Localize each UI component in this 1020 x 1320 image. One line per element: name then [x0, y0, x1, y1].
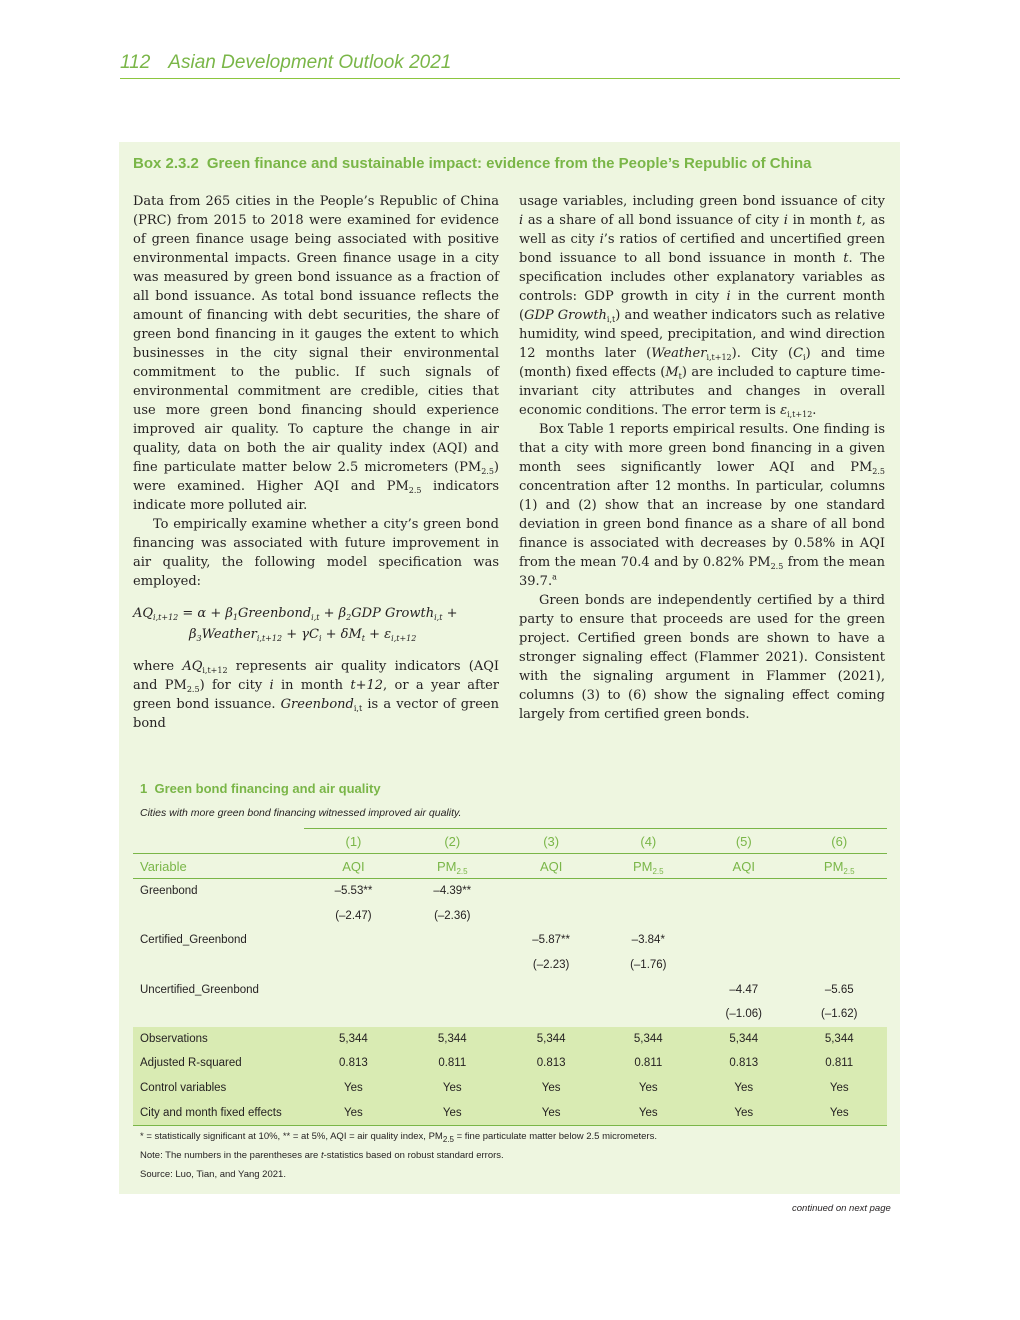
row-label: [133, 1002, 304, 1027]
table-cell: [403, 953, 502, 978]
box-number: Box 2.3.2: [133, 155, 199, 172]
row-label: City and month fixed effects: [133, 1100, 304, 1125]
table-cell: [696, 953, 791, 978]
table-cell: [601, 879, 696, 904]
table-cell: 5,344: [403, 1027, 502, 1052]
page-number: 112: [120, 52, 151, 73]
row-label: Adjusted R-squared: [133, 1051, 304, 1076]
header-row: [133, 854, 887, 879]
row-label: Observations: [133, 1027, 304, 1052]
col-number: (5): [696, 829, 791, 854]
col-number: (1): [304, 829, 403, 854]
table-cell: Yes: [304, 1076, 403, 1101]
table-cell: 5,344: [791, 1027, 887, 1052]
running-head: [120, 52, 900, 79]
col-header: AQI: [502, 854, 601, 879]
col-number: (6): [791, 829, 887, 854]
table-cell: Yes: [304, 1100, 403, 1125]
col-number: (3): [502, 829, 601, 854]
table-cell: Yes: [696, 1100, 791, 1125]
col-header: $PM_{2.5}$: [601, 854, 696, 879]
table-cell: [791, 904, 887, 929]
table-cell: (–2.47): [335, 909, 372, 922]
table-cell: Yes: [403, 1076, 502, 1101]
variable-header: Variable: [133, 854, 304, 879]
table-cell: [502, 879, 601, 904]
row-label: [133, 904, 304, 929]
table-cell: (–1.76): [630, 959, 667, 972]
col-header: AQI: [696, 854, 791, 879]
table-cell: Yes: [601, 1076, 696, 1101]
table-row: [133, 928, 887, 953]
table-cell: (–1.62): [821, 1008, 858, 1021]
row-label: Certified_Greenbond: [140, 934, 247, 947]
table-row: [133, 1051, 887, 1076]
table-cell: 0.813: [304, 1051, 403, 1076]
table-cell: 0.811: [791, 1051, 887, 1076]
table-row: [133, 953, 887, 978]
table-cell: [304, 1002, 403, 1027]
table-row: [133, 1076, 887, 1101]
table-subtitle: Cities with more green bond financing witnessed improved air quality.: [140, 807, 462, 819]
box-title: [133, 155, 811, 172]
table-cell: 5,344: [304, 1027, 403, 1052]
paragraph-2: To empirically examine whether a city’s green bond financing was associated with future improvement in air quality, the following model specification was employed:: [133, 517, 499, 589]
row-label: Uncertified_Greenbond: [140, 983, 259, 996]
table-cell: [403, 977, 502, 1002]
table-cell: Yes: [696, 1076, 791, 1101]
table-cell: –5.65: [824, 983, 854, 996]
table-row: [133, 1100, 887, 1125]
table-cell: [696, 928, 791, 953]
col-header: $PM_{2.5}$: [791, 854, 887, 879]
table-source: Source: Luo, Tian, and Yang 2021.: [140, 1169, 286, 1180]
table-cell: Yes: [502, 1076, 601, 1101]
table-cell: [601, 904, 696, 929]
table-cell: –4.39**: [433, 885, 472, 898]
table-cell: [601, 1002, 696, 1027]
col-header: AQI: [304, 854, 403, 879]
row-label: [133, 953, 304, 978]
table-cell: (–2.23): [532, 959, 570, 972]
table-cell: Yes: [601, 1100, 696, 1125]
column-number-row: [133, 829, 887, 854]
table-title: 1 Green bond financing and air quality: [140, 781, 381, 796]
col-number: (4): [601, 829, 696, 854]
left-column: [133, 192, 499, 733]
row-label: Control variables: [133, 1076, 304, 1101]
paragraph-1: Data from 265 cities in the People’s Republic of China (PRC) from 2015 to 2018 were examined for evidence of green finance usage being associated with positive environmental impacts. Green finance usage in a city was measured by green bond issuance as a fraction of all bond issuance. As total bond issuance reflects the amount of financing with debt securities, the share of green bond financing in it gauges the extent to which businesses in the city signal their environmental commitment to the public. If such signals of environmental commitment are credible, cities that use more green bond financing should experience improved air quality. To capture the change in air quality, data on both the air quality index (AQI) and fine particulate matter below 2.5 micrometers $(PM_{2.5})$ were examined. Higher AQI and $PM_{2.5}$ indicators indicate more polluted air.: [133, 194, 499, 513]
table-cell: (–1.06): [725, 1008, 762, 1021]
table-cell: –5.53**: [334, 885, 373, 898]
table-cell: 0.813: [696, 1051, 791, 1076]
table-cell: –4.47: [729, 983, 759, 996]
col-number: (2): [403, 829, 502, 854]
table-cell: 0.811: [403, 1051, 502, 1076]
table-cell: [502, 977, 601, 1002]
table-row: [133, 904, 887, 929]
paragraph-3: where $AQ_{i,t+12}$ represents air quality indicators (AQI and $PM_{2.5}$) for city i in month t+12, or a year after green bond issuance. Greenbond$_{i,t}$ is a vector of green bond: [133, 659, 500, 731]
table-row: [133, 977, 887, 1002]
table-cell: [502, 1002, 601, 1027]
table-cell: Yes: [403, 1100, 502, 1125]
table-footnote: * = statistically significant at 10%, ** = at 5%, AQI = air quality index, $PM_{2.5}$ = fine particulate matter below 2.5 micrometers.: [140, 1131, 657, 1144]
continued-note: continued on next page: [792, 1203, 891, 1214]
paragraph-5: Box Table 1 reports empirical results. One finding is that a city with more green bond financing in a given month sees significantly lower AQI and $PM_{2.5}$ concentration after 12 months. In particular, columns (1) and (2) show that an increase by one standard deviation in green bond finance as a share of all bond finance is associated with decreases by 0.58% in AQI from the mean 70.4 and by 0.82% $PM_{2.5}$ from the mean 39.7.$^a$: [519, 422, 885, 589]
table-cell: [304, 928, 403, 953]
table-cell: 5,344: [502, 1027, 601, 1052]
table-row: [133, 1002, 887, 1027]
row-label: Greenbond: [140, 885, 198, 898]
paragraph-4: usage variables, including green bond issuance of city i as a share of all bond issuance of city i in month t, as well as city i’s ratios of certified and uncertified green bond issuance to all bond issuance in month t. The specification includes other explanatory variables as controls: GDP growth in city i in the current month (GDP Growth$_{i,t}$) and weather indicators such as relative humidity, wind speed, precipitation, and wind direction 12 months later (Weather$_{i,t+12}$). City $(C_i)$ and time (month) fixed effects $(M_t)$ are included to capture time-invariant city attributes and changes in overall economic conditions. The error term is $\varepsilon_{i,t+12}$.: [519, 194, 885, 419]
table-cell: (–2.36): [434, 909, 471, 922]
paragraph-6: Green bonds are independently certified by a third party to ensure that proceeds are used for the green project. Certified green bonds are shown to have a stronger signaling effect (Flammer 2021). Consistent with the signaling argument in Flammer (2021), columns (3) to (6) show the signaling effect coming largely from certified green bonds.: [519, 593, 885, 722]
table-cell: [696, 904, 791, 929]
table-cell: [791, 953, 887, 978]
table-cell: [304, 953, 403, 978]
col-header: $PM_{2.5}$: [403, 854, 502, 879]
table-cell: [304, 977, 403, 1002]
publication-title: Asian Development Outlook 2021: [168, 52, 452, 73]
results-table: [133, 828, 887, 1126]
right-column: [519, 192, 885, 724]
table-cell: [403, 928, 502, 953]
table-cell: –5.87**: [532, 934, 571, 947]
table-row: [133, 879, 887, 904]
table-cell: [791, 928, 887, 953]
table-cell: [696, 879, 791, 904]
table-cell: Yes: [502, 1100, 601, 1125]
box-heading: Green finance and sustainable impact: evidence from the People’s Republic of China: [206, 155, 812, 172]
table-cell: Yes: [791, 1100, 887, 1125]
table-cell: 0.813: [502, 1051, 601, 1076]
table-cell: –3.84*: [631, 934, 665, 947]
table-cell: [502, 904, 601, 929]
table-cell: Yes: [791, 1076, 887, 1101]
table-cell: 0.811: [601, 1051, 696, 1076]
table-cell: [791, 879, 887, 904]
table-note: Note: The numbers in the parentheses are t-statistics based on robust standard errors.: [140, 1150, 504, 1161]
box-2-3-2: [119, 142, 900, 1194]
table-cell: [601, 977, 696, 1002]
table-cell: 5,344: [601, 1027, 696, 1052]
model-equation: $AQ_{i,t+12} = \alpha$ + $\beta_1Greenbond_{i,t} + \beta_2GDP$ Growth$_{i,t}$ + $\beta_3Weather_{i,t+12} + \gamma C_i + \delta M_t + \varepsilon_{i,t+12}$: [133, 606, 458, 643]
table-cell: [403, 1002, 502, 1027]
table-row: [133, 1027, 887, 1052]
table-cell: 5,344: [696, 1027, 791, 1052]
